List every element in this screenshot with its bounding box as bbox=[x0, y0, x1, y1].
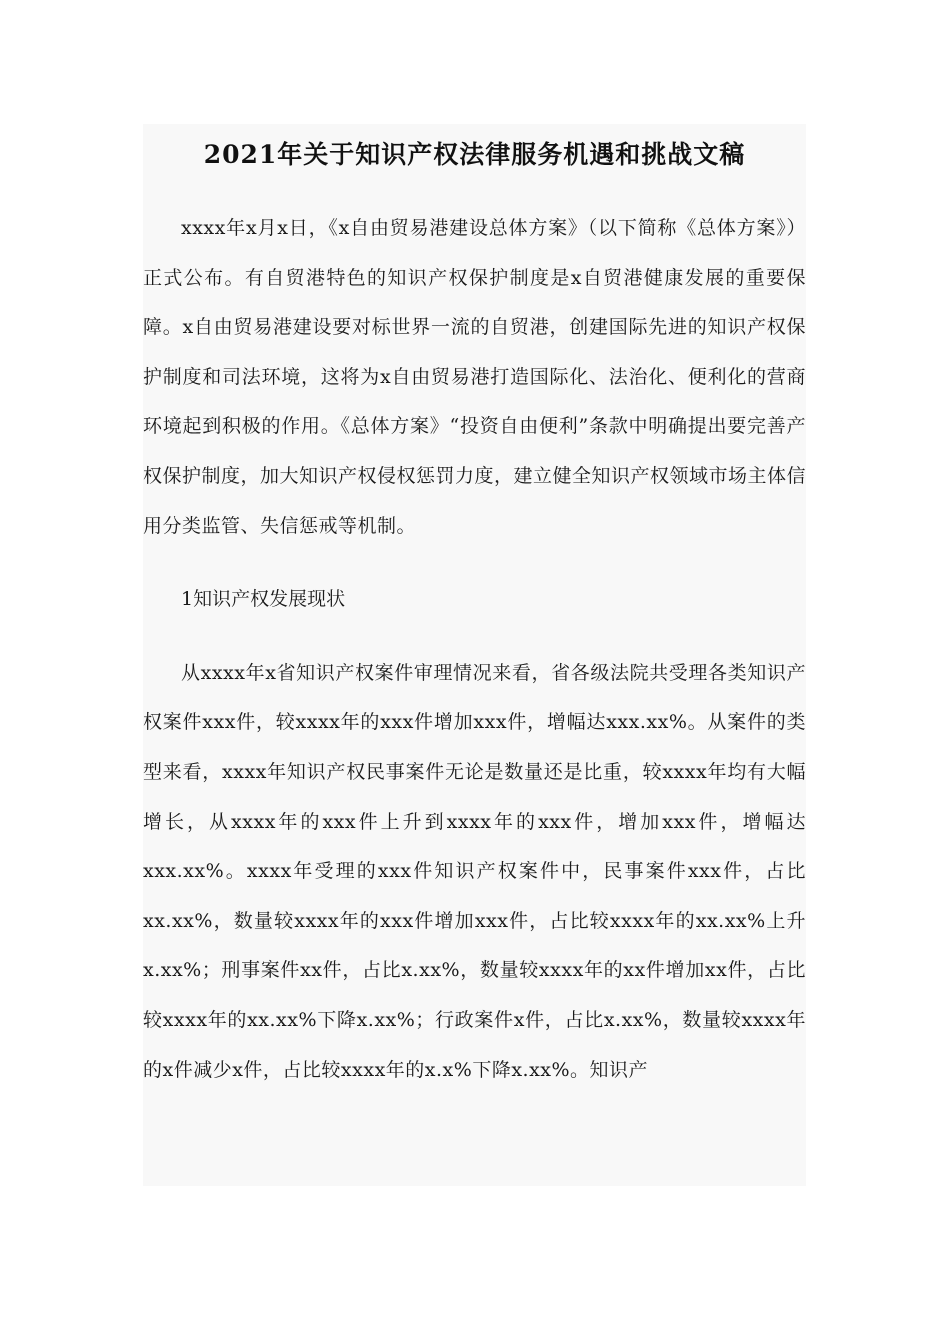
section-heading: 1知识产权发展现状 bbox=[181, 588, 346, 611]
document-page bbox=[143, 124, 806, 1186]
paragraph-status: 从xxxx年x省知识产权案件审理情况来看，省各级法院共受理各类知识产权案件xxx件，较xxxx年的xxx件增加xxx件，增幅达xxx.xx%。从案件的类型来看，xxxx年知识产权民事案件无论是数量还是比重，较xxxx年均有大幅增长，从xxxx年的xxx件上升到xxxx年的xxx件，增加xxx件，增幅达xxx.xx%。xxxx年受理的xxx件知识产权案件中，民事案件xxx件，占比xx.xx%，数量较xxxx年的xxx件增加xxx件，占比较xxxx年的xx.xx%上升x.xx%；刑事案件xx件，占比x.xx%，数量较xxxx年的xx件增加xx件，占比较xxxx年的xx.xx%下降x.xx%；行政案件x件，占比x.xx%，数量较xxxx年的x件减少x件，占比较xxxx年的x.x%下降x.xx%。知识产 bbox=[143, 661, 806, 1081]
document-title: 2021年关于知识产权法律服务机遇和挑战文稿 bbox=[203, 140, 746, 169]
paragraph-intro: xxxx年x月x日，《x自由贸易港建设总体方案》（以下简称《总体方案》）正式公布。有自贸港特色的知识产权保护制度是x自贸港健康发展的重要保障。x自由贸易港建设要对标世界一流的自贸港，创建国际先进的知识产权保护制度和司法环境，这将为x自由贸易港打造国际化、法治化、便利化的营商环境起到积极的作用。《总体方案》“投资自由便利”条款中明确提出要完善产权保护制度，加大知识产权侵权惩罚力度，建立健全知识产权领域市场主体信用分类监管、失信惩戒等机制。 bbox=[143, 217, 806, 537]
